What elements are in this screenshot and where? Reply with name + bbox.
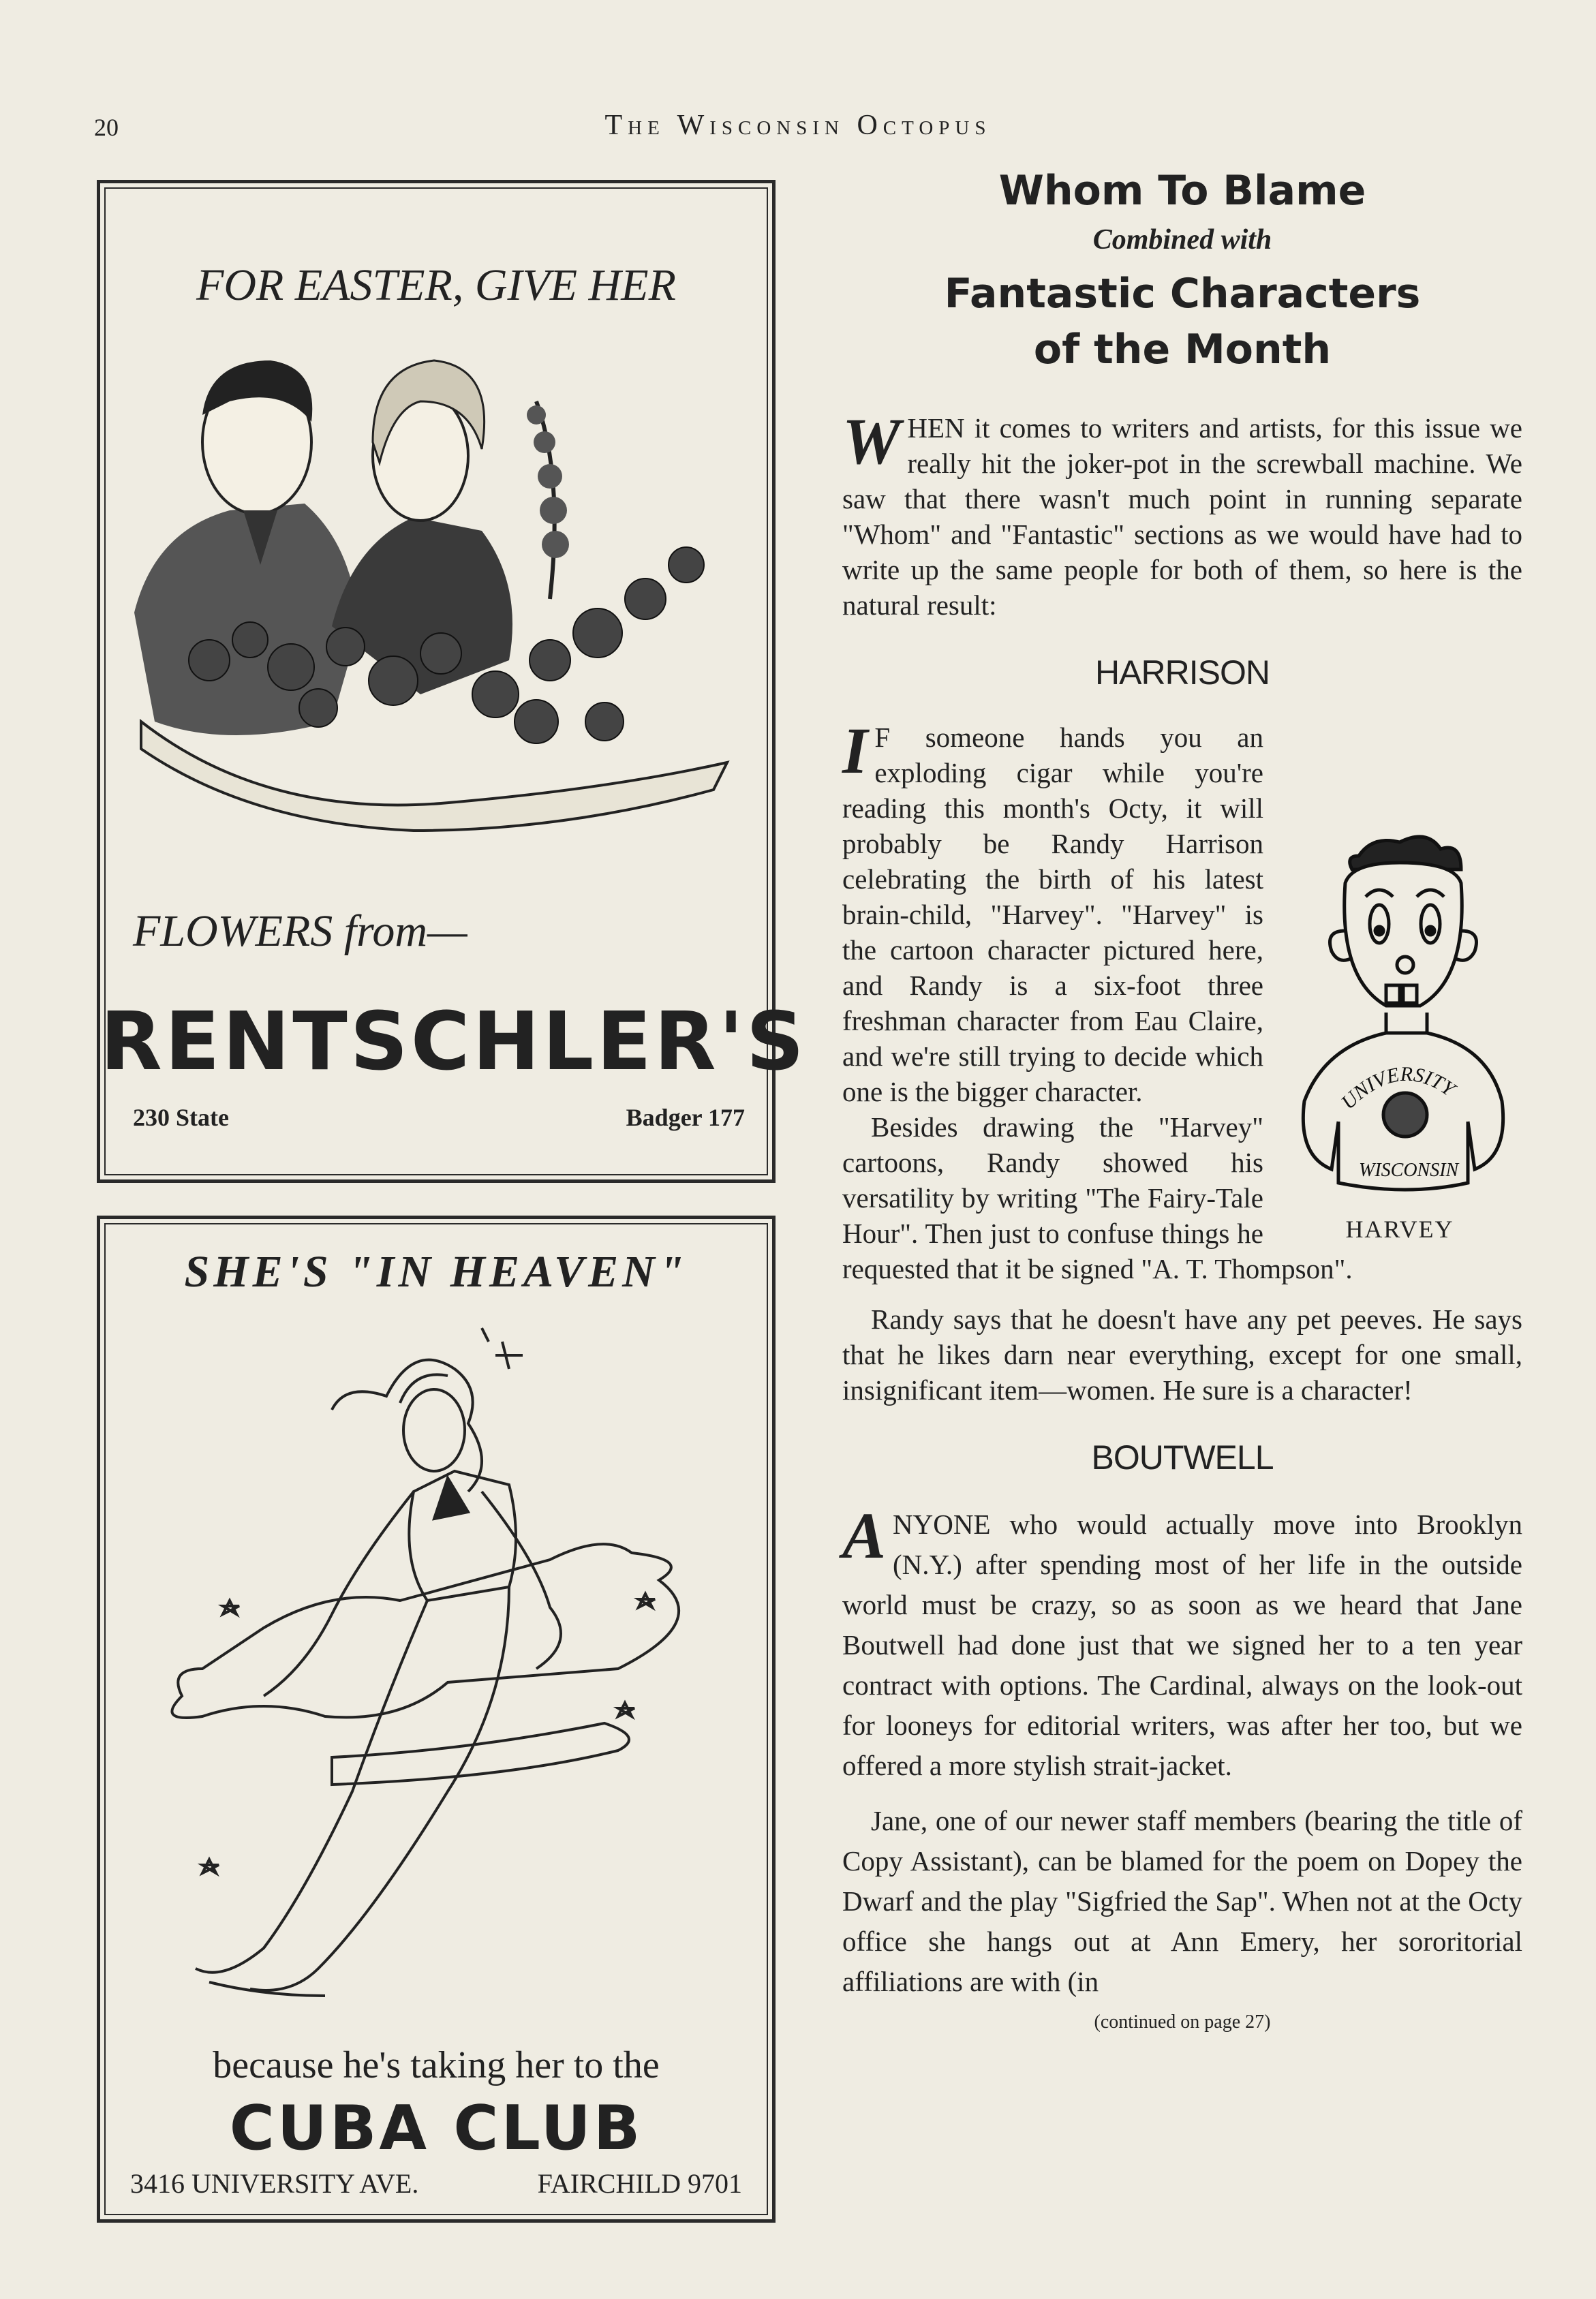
rentschler-address: 230 State — [133, 1104, 229, 1131]
article-title: Whom To Blame — [998, 167, 1366, 215]
article-column — [842, 167, 1522, 2033]
article-subtitle-line2: of the Month — [1033, 326, 1332, 373]
harrison-heading: HARRISON — [1095, 653, 1270, 692]
flowers-from-text: FLOWERS from— — [133, 906, 467, 956]
intro-paragraph-block — [842, 405, 1522, 623]
harrison-paragraph-1: F someone hands you an exploding cigar while you're reading this month's Octy, it will probably be Randy Harrison celebrating the birth of his latest brain-child, "Harvey". "Harvey" is the cartoon character pictured here, and Randy is a six-foot three freshman character from Eau Claire, and we're still trying to decide which one is the bigger character. — [842, 722, 1263, 1107]
cuba-club-phone: FAIRCHILD 9701 — [537, 2168, 742, 2199]
continued-note: (continued on page 27) — [1094, 2011, 1271, 2033]
article-combined-with: Combined with — [1092, 224, 1272, 256]
rentschler-ad — [97, 180, 807, 1183]
boutwell-paragraph-1: NYONE who would actually move into Brooklyn (N.Y.) after spending most of her life in the outside world must be crazy, so as soon as we heard that Jane Boutwell had done just that we signed her to a ten year contract with options. The Cardinal, always on the look-out for looneys for editorial writers, was after her too, but we offered a more stylish strait-jacket. — [842, 1509, 1522, 1781]
harvey-caption: HARVEY — [1345, 1216, 1454, 1243]
page-number: 20 — [94, 114, 119, 141]
rentschler-brand: RENTSCHLER'S — [100, 994, 807, 1088]
intro-paragraph: HEN it comes to writers and artists, for this issue we really hit the joker-pot in the screwball machine. We saw that there wasn't much point in running separate "Whom" and "Fantastic" sections as we would have had to write up the same people for both of them, so here is the natural result: — [842, 412, 1522, 621]
boutwell-heading: BOUTWELL — [1091, 1438, 1274, 1477]
rentschler-phone: Badger 177 — [626, 1104, 745, 1131]
harvey-figure — [1277, 829, 1522, 1244]
harrison-paragraph-2: Besides drawing the "Harvey" cartoons, Randy showed his versatility by writing "The Fairy-Tale Hour". Then just to confuse things he requested that it be signed "A. T. Thompson". — [842, 1111, 1353, 1284]
harvey-sweater-bottom: WISCONSIN — [1359, 1160, 1459, 1181]
ad-headline: SHE'S "IN HEAVEN" — [184, 1247, 688, 1297]
harrison-paragraph-3: Randy says that he doesn't have any pet peeves. He says that he likes darn near everything, except for one small, insignificant item—women. He sure is a character! — [842, 1303, 1522, 1406]
article-subtitle-line1: Fantastic Characters — [944, 270, 1421, 318]
harvey-sweater-top: UNIVERSITY — [1336, 1062, 1459, 1114]
intro-dropcap: W — [842, 405, 901, 478]
boutwell-section — [842, 1499, 1522, 1786]
harrison-section — [842, 714, 1522, 1286]
ad-headline: FOR EASTER, GIVE HER — [196, 260, 676, 310]
running-head: The Wisconsin Octopus — [604, 110, 992, 141]
cuba-club-brand: CUBA CLUB — [229, 2093, 643, 2164]
couple-with-bouquet-illustration — [127, 340, 741, 858]
cuba-club-ad — [97, 1216, 776, 2223]
boutwell-paragraph-2: Jane, one of our newer staff members (bearing the title of Copy Assistant), can be blamed for the poem on Dopey the Dwarf and the play "Sigfried the Sap". When not at the Octy office she hangs out at Ann Emery, her sororitorial affiliations are with (in — [842, 1805, 1522, 1997]
cuba-club-address: 3416 UNIVERSITY AVE. — [130, 2168, 419, 2199]
harrison-dropcap: I — [842, 714, 868, 787]
boutwell-dropcap: A — [842, 1499, 887, 1572]
cuba-club-tagline: because he's taking her to the — [213, 2044, 660, 2086]
reclining-woman-on-cloud-illustration — [127, 1314, 741, 2030]
harvey-cartoon — [1284, 829, 1516, 1210]
